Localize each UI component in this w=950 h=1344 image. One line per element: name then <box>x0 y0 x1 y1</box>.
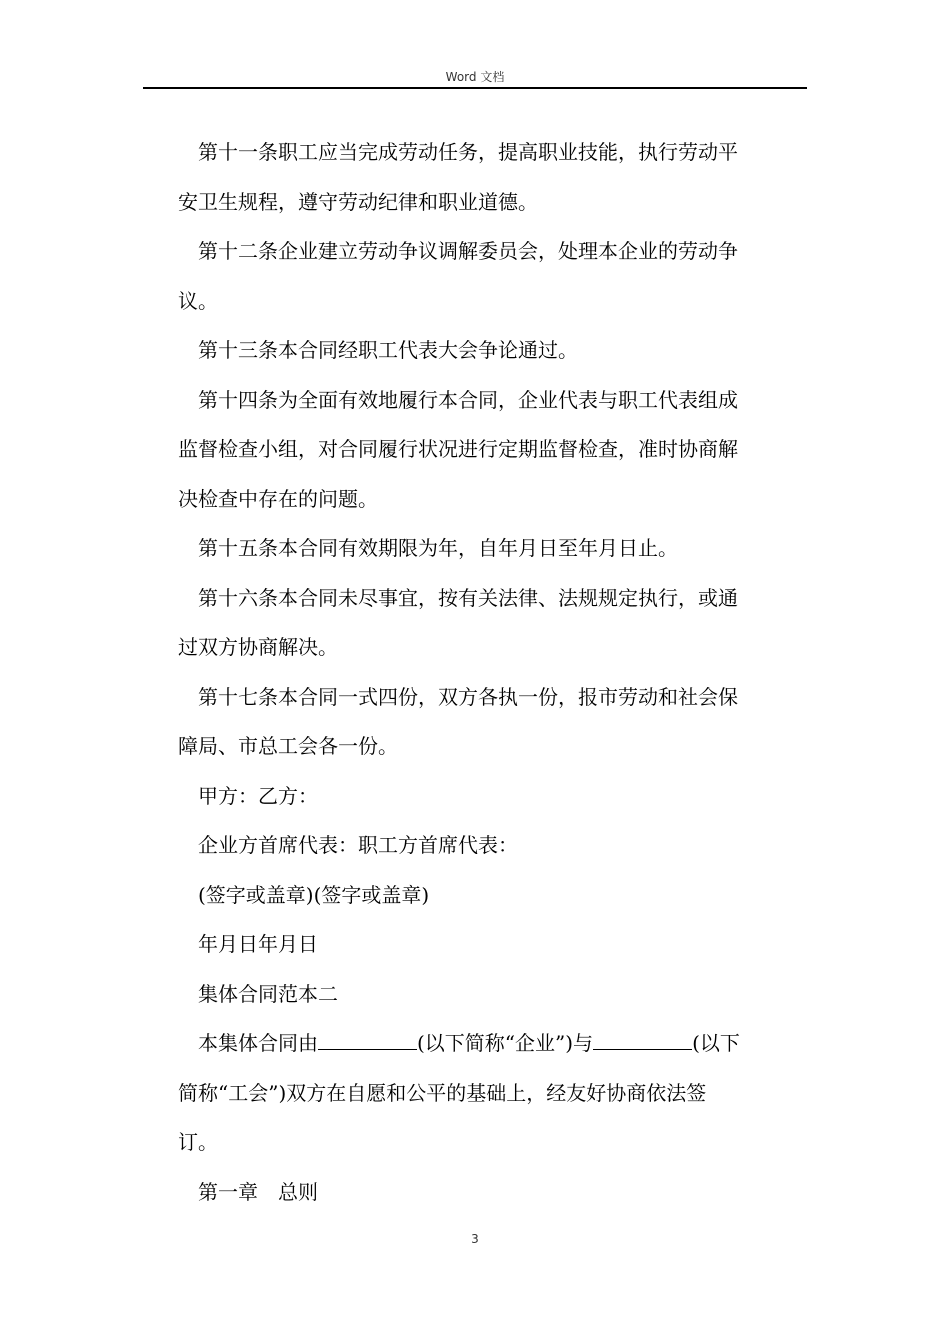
text-line: 障局、市总工会各一份。 <box>178 734 398 758</box>
paragraph-article-17 <box>178 673 806 772</box>
paragraph-article-15 <box>178 524 806 574</box>
text-line: 过双方协商解决。 <box>178 635 338 659</box>
intro-text-part: (以下简称“企业”)与 <box>417 1031 594 1055</box>
text-line: 第十七条本合同一式四份，双方各执一份，报市劳动和社会保 <box>198 684 738 709</box>
text-line <box>178 1019 806 1069</box>
paragraph-representatives <box>178 821 806 871</box>
text-line: 第十一条职工应当完成劳动任务，提高职业技能，执行劳动平 <box>198 140 738 164</box>
paragraph-article-16 <box>178 574 806 673</box>
text-line: 第十五条本合同有效期限为年，自年月日至年月日止。 <box>198 536 678 560</box>
text-line: 第十四条为全面有效地履行本合同，企业代表与职工代表组成 <box>198 387 738 412</box>
fill-in-blank-union <box>593 1033 692 1050</box>
paragraph-article-11 <box>178 128 806 227</box>
text-line: 第一章 总则 <box>198 1179 318 1204</box>
fill-in-blank-enterprise <box>318 1033 417 1050</box>
text-line: 议。 <box>178 288 218 313</box>
text-line: 企业方首席代表：职工方首席代表： <box>198 833 518 857</box>
paragraph-article-12 <box>178 227 806 326</box>
text-line: 安卫生规程，遵守劳动纪律和职业道德。 <box>178 189 538 214</box>
chapter-heading <box>178 1168 806 1218</box>
text-line: (签字或盖章)(签字或盖章) <box>198 882 430 907</box>
text-line: 订。 <box>178 1130 218 1154</box>
paragraph-article-13 <box>178 326 806 376</box>
text-line: 第十三条本合同经职工代表大会争论通过。 <box>198 338 578 362</box>
text-line: 第十二条企业建立劳动争议调解委员会，处理本企业的劳动争 <box>198 239 738 263</box>
paragraph-parties <box>178 772 806 822</box>
paragraph-intro <box>178 1019 806 1168</box>
paragraph-dates <box>178 920 806 970</box>
section-title-template-two <box>178 970 806 1020</box>
intro-text-part: 本集体合同由 <box>198 1031 318 1055</box>
header-divider <box>143 87 807 89</box>
paragraph-signatures <box>178 871 806 921</box>
text-line: 年月日年月日 <box>198 932 318 956</box>
text-line: 简称“工会”)双方在自愿和公平的基础上，经友好协商依法签 <box>178 1080 707 1105</box>
text-line: 集体合同范本二 <box>198 981 338 1006</box>
text-line: 第十六条本合同未尽事宜，按有关法律、法规规定执行，或通 <box>198 585 738 610</box>
page-number: 3 <box>471 1232 479 1246</box>
text-line: 监督检查小组，对合同履行状况进行定期监督检查，准时协商解 <box>178 437 738 461</box>
paragraph-article-14 <box>178 376 806 525</box>
text-line: 决检查中存在的问题。 <box>178 486 378 511</box>
text-line: 甲方：乙方： <box>198 783 318 808</box>
intro-text-part: (以下 <box>692 1031 740 1055</box>
document-body <box>178 128 806 1217</box>
page-header-title: Word 文档 <box>445 70 505 84</box>
